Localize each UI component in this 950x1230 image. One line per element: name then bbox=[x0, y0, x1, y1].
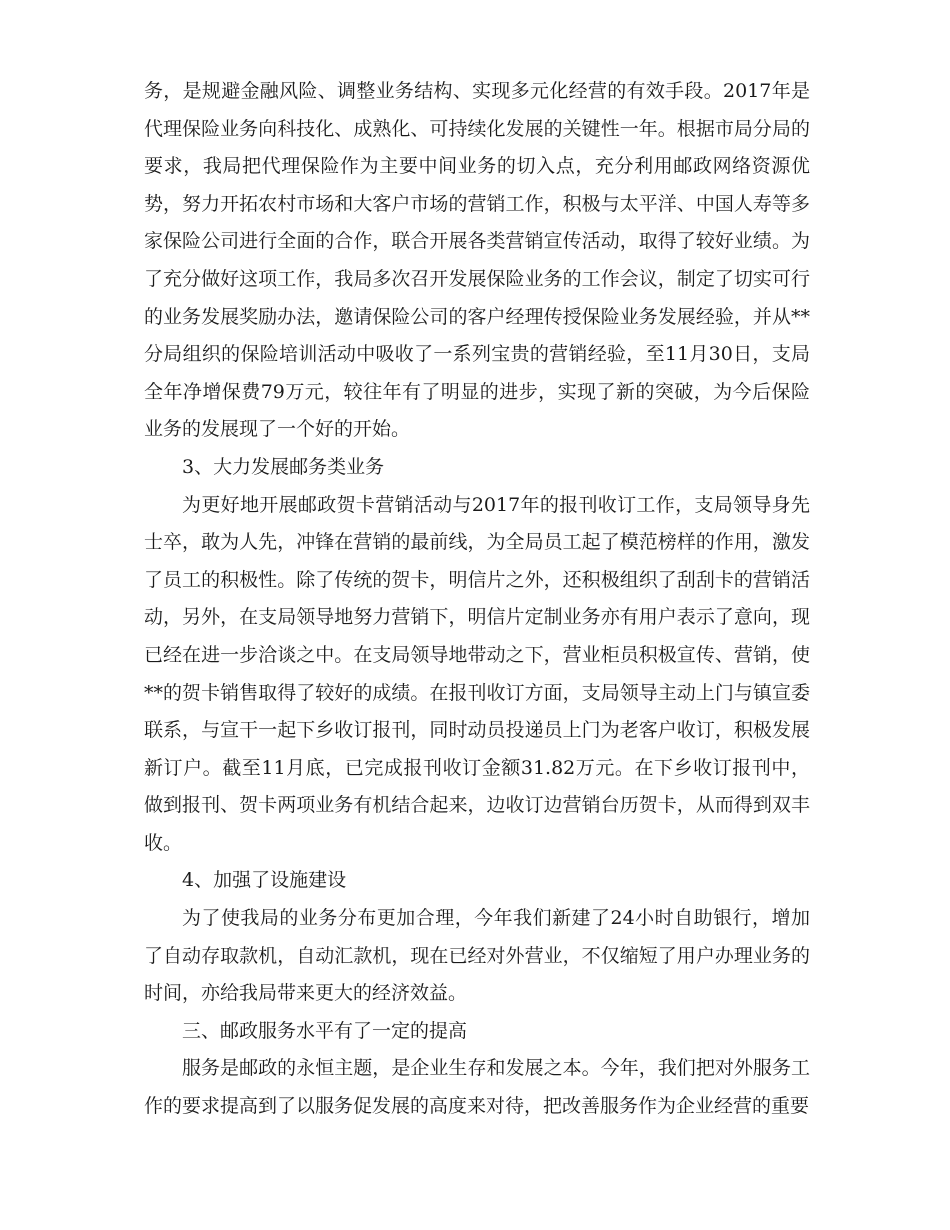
document-body bbox=[144, 73, 810, 1126]
heading-service-level: 三、邮政服务水平有了一定的提高 bbox=[182, 1019, 468, 1042]
heading-facilities: 4、加强了设施建设 bbox=[182, 869, 347, 892]
paragraph-greeting-cards-newspapers: 为更好地开展邮政贺卡营销活动与2017年的报刊收订工作，支局领导身先士卒，敢为人先，冲锋在营销的最前线，为全局员工起了模范榜样的作用，激发了员工的积极性。除了传统的贺卡，明信片之外，还积极组织了刮刮卡的营销活动，另外，在支局领导地努力营销下，明信片定制业务亦有用户表示了意向，现已经在进一步洽谈之中。在支局领导地带动之下，营业柜员积极宣传、营销，使**的贺卡销售取得了较好的成绩。在报刊收订方面，支局领导主动上门与镇宣委联系，与宣干一起下乡收订报刊，同时动员投递员上门为老客户收订，积极发展新订户。截至11月底，已完成报刊收订金额31.82万元。在下乡收订报刊中，做到报刊、贺卡两项业务有机结合起来，边收订边营销台历贺卡，从而得到双丰收。 bbox=[144, 493, 810, 854]
paragraph-self-service-bank: 为了使我局的业务分布更加合理，今年我们新建了24小时自助银行，增加了自动存取款机，自动汇款机，现在已经对外营业，不仅缩短了用户办理业务的时间，亦给我局带来更大的经济效益。 bbox=[144, 907, 810, 1005]
paragraph-service-theme: 服务是邮政的永恒主题，是企业生存和发展之本。今年，我们把对外服务工作的要求提高到了以服务促发展的高度来对待，把改善服务作为企业经营的重要 bbox=[144, 1057, 810, 1118]
paragraph-insurance-continued: 务，是规避金融风险、调整业务结构、实现多元化经营的有效手段。2017年是代理保险业务向科技化、成熟化、可持续化发展的关键性一年。根据市局分局的要求，我局把代理保险作为主要中间业务的切入点，充分利用邮政网络资源优势，努力开拓农村市场和大客户市场的营销工作，积极与太平洋、中国人寿等多家保险公司进行全面的合作，联合开展各类营销宣传活动，取得了较好业绩。为了充分做好这项工作，我局多次召开发展保险业务的工作会议，制定了切实可行的业务发展奖励办法，邀请保险公司的客户经理传授保险业务发展经验，并从**分局组织的保险培训活动中吸收了一系列宝贵的营销经验，至11月30日，支局全年净增保费79万元，较往年有了明显的进步，实现了新的突破，为今后保险业务的发展现了一个好的开始。 bbox=[144, 80, 810, 441]
heading-postal-business: 3、大力发展邮务类业务 bbox=[182, 455, 385, 478]
